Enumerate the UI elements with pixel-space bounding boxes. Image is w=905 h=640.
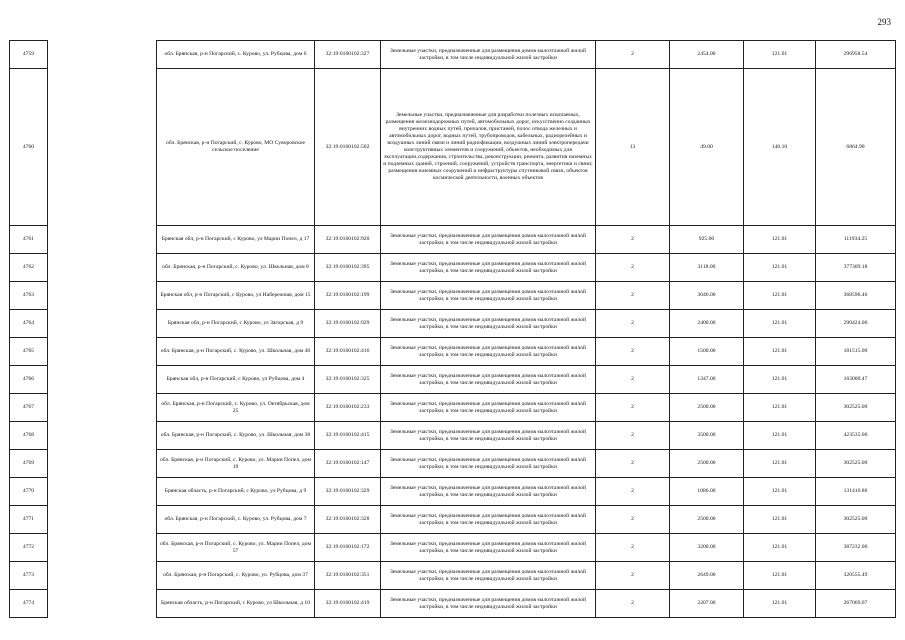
area-cell: 2500.00 (670, 506, 744, 534)
land-use-cell: Земельные участки, предназначенные для разработки полезных ископаемых, размещения железнодорожных путей, автомобильных дорог, искусственно созданных внутренних водных путей, причалов, пристаней, полос отвода железных и автомобильных дорог, водных путей, трубопроводов, кабельных, радиорелейных и воздушных линий связи и линий радиофикации, воздушных линий электропередачи конструктивных элементов и сооружений, объектов, необходимых для эксплуатации,содержания, строительства, реконструкции, ремонта, развития наземных и подземных зданий, строений, сооружений, устройств транспорта, энергетики и связи; размещения наземных сооружений и инфраструктуры спутниковой связи, объектов космической деятельности, военных объектов (381, 69, 596, 226)
land-plot-register-table (9, 40, 896, 618)
page-number: 293 (877, 17, 891, 27)
group-code-cell: 2 (596, 394, 670, 422)
row-number: 4770 (10, 478, 48, 506)
row-spacer (48, 254, 157, 282)
area-cell: 1086.00 (670, 478, 744, 506)
table-row (10, 562, 896, 590)
area-cell: 3046.00 (670, 282, 744, 310)
row-number: 4768 (10, 422, 48, 450)
row-number: 4772 (10, 534, 48, 562)
table-row (10, 534, 896, 562)
group-code-cell: 2 (596, 422, 670, 450)
cadastral-value-cell: 290424.00 (816, 310, 896, 338)
group-code-cell: 2 (596, 310, 670, 338)
area-cell: 3200.00 (670, 534, 744, 562)
row-number: 4766 (10, 366, 48, 394)
cadastral-value-cell: 368596.46 (816, 282, 896, 310)
area-cell: 49.00 (670, 69, 744, 226)
cadastral-number-cell: 32:19:0160102:147 (315, 450, 381, 478)
table-row (10, 69, 896, 226)
table-row (10, 506, 896, 534)
cadastral-value-cell: 181515.00 (816, 338, 896, 366)
rate-cell: 121.01 (744, 422, 816, 450)
table-row (10, 338, 896, 366)
address-cell: обл. Брянская, р-н Погарский, с. Курово, ул. Рубцова, дом 6 (157, 41, 315, 69)
cadastral-number-cell: 32:19:0160102:325 (315, 366, 381, 394)
group-code-cell: 2 (596, 226, 670, 254)
row-spacer (48, 69, 157, 226)
row-number: 4761 (10, 226, 48, 254)
rate-cell: 121.01 (744, 450, 816, 478)
cadastral-value-cell: 111934.25 (816, 226, 896, 254)
address-cell: обл. Брянская, р-н Погарский, с. Курово, ул. Рубцова, дом 7 (157, 506, 315, 534)
cadastral-number-cell: 32:19:0160102:395 (315, 254, 381, 282)
cadastral-number-cell: 32:19:0160102:329 (315, 478, 381, 506)
area-cell: 925.00 (670, 226, 744, 254)
row-spacer (48, 282, 157, 310)
rate-cell: 121.01 (744, 590, 816, 618)
group-code-cell: 2 (596, 506, 670, 534)
row-spacer (48, 41, 157, 69)
cadastral-number-cell: 32:19:0160102:199 (315, 282, 381, 310)
table-row (10, 254, 896, 282)
address-cell: обл. Брянская, р-н Погарский, с. Курово, ул. Школьная, дом 8 (157, 254, 315, 282)
land-use-cell: Земельные участки, предназначенные для размещения домов малоэтажной жилой застройки, в том числе индивидуальной жилой застройки (381, 478, 596, 506)
row-spacer (48, 366, 157, 394)
address-cell: обл. Брянская, р-н Погарский, с. Курово, ул. Рубцова, дом 37 (157, 562, 315, 590)
area-cell: 2649.00 (670, 562, 744, 590)
land-use-cell: Земельные участки, предназначенные для размещения домов малоэтажной жилой застройки, в том числе индивидуальной жилой застройки (381, 254, 596, 282)
land-use-cell: Земельные участки, предназначенные для размещения домов малоэтажной жилой застройки, в том числе индивидуальной жилой застройки (381, 366, 596, 394)
cadastral-number-cell: 32:19:0160102:419 (315, 590, 381, 618)
rate-cell: 121.01 (744, 41, 816, 69)
cadastral-value-cell: 302525.00 (816, 450, 896, 478)
rate-cell: 121.01 (744, 478, 816, 506)
cadastral-value-cell: 302525.00 (816, 506, 896, 534)
table-body (10, 41, 896, 618)
row-spacer (48, 590, 157, 618)
land-use-cell: Земельные участки, предназначенные для размещения домов малоэтажной жилой застройки, в том числе индивидуальной жилой застройки (381, 534, 596, 562)
row-number: 4759 (10, 41, 48, 69)
group-code-cell: 13 (596, 69, 670, 226)
row-number: 4767 (10, 394, 48, 422)
land-use-cell: Земельные участки, предназначенные для размещения домов малоэтажной жилой застройки, в том числе индивидуальной жилой застройки (381, 590, 596, 618)
table-row (10, 310, 896, 338)
land-use-cell: Земельные участки, предназначенные для размещения домов малоэтажной жилой застройки, в том числе индивидуальной жилой застройки (381, 310, 596, 338)
table-row (10, 478, 896, 506)
row-spacer (48, 338, 157, 366)
address-cell: Брянская обл, р-н Погарский, с Курово, ул Набережная, дом 15 (157, 282, 315, 310)
rate-cell: 140.10 (744, 69, 816, 226)
address-cell: обл. Брянская, р-н Погарский, с. Курово, ул. Октябрьская, дом 25 (157, 394, 315, 422)
cadastral-number-cell: 32:19:0160102:351 (315, 562, 381, 590)
row-number: 4760 (10, 69, 48, 226)
address-cell: Брянская обл, р-н Погарский, с Курово, ул Загорская, д 9 (157, 310, 315, 338)
address-cell: обл. Брянская, р-н Погарский, с. Курово, ул. Марии Попел, дом 57 (157, 534, 315, 562)
cadastral-value-cell: 377309.18 (816, 254, 896, 282)
row-spacer (48, 562, 157, 590)
address-cell: обл. Брянская, р-н Погарский, с. Курово, ул. Школьная, дом 40 (157, 338, 315, 366)
group-code-cell: 2 (596, 450, 670, 478)
address-cell: Брянская область, р-н Погарский, с Курово, ул Рубцова, д 9 (157, 478, 315, 506)
cadastral-value-cell: 296958.54 (816, 41, 896, 69)
cadastral-number-cell: 32:19:0160102:502 (315, 69, 381, 226)
cadastral-number-cell: 32:19:0160102:233 (315, 394, 381, 422)
area-cell: 2207.00 (670, 590, 744, 618)
table-row (10, 450, 896, 478)
cadastral-number-cell: 32:19:0160102:920 (315, 226, 381, 254)
address-cell: обл. Брянская, р-н Погарский, с. Курово, МО Суворовское сельское поселение (157, 69, 315, 226)
row-spacer (48, 478, 157, 506)
rate-cell: 121.01 (744, 338, 816, 366)
area-cell: 2400.00 (670, 310, 744, 338)
address-cell: обл. Брянская, р-н Погарский, с. Курово, ул. Школьная, дом 38 (157, 422, 315, 450)
rate-cell: 121.01 (744, 506, 816, 534)
area-cell: 2454.00 (670, 41, 744, 69)
table-row (10, 590, 896, 618)
land-use-cell: Земельные участки, предназначенные для размещения домов малоэтажной жилой застройки, в том числе индивидуальной жилой застройки (381, 338, 596, 366)
cadastral-value-cell: 320555.49 (816, 562, 896, 590)
cadastral-value-cell: 423535.00 (816, 422, 896, 450)
group-code-cell: 2 (596, 366, 670, 394)
row-spacer (48, 450, 157, 478)
row-spacer (48, 310, 157, 338)
row-spacer (48, 534, 157, 562)
table-row (10, 226, 896, 254)
row-number: 4769 (10, 450, 48, 478)
row-number: 4771 (10, 506, 48, 534)
rate-cell: 121.01 (744, 534, 816, 562)
row-spacer (48, 226, 157, 254)
group-code-cell: 2 (596, 338, 670, 366)
cadastral-number-cell: 32:19:0160102:172 (315, 534, 381, 562)
table-row (10, 366, 896, 394)
table-row (10, 41, 896, 69)
area-cell: 3500.00 (670, 422, 744, 450)
cadastral-number-cell: 32:19:0160102:415 (315, 422, 381, 450)
address-cell: Брянская обл, р-н Погарский, с Курово, ул Марии Попел, д 17 (157, 226, 315, 254)
rate-cell: 121.01 (744, 366, 816, 394)
area-cell: 2500.00 (670, 450, 744, 478)
land-use-cell: Земельные участки, предназначенные для размещения домов малоэтажной жилой застройки, в том числе индивидуальной жилой застройки (381, 394, 596, 422)
cadastral-number-cell: 32:19:0160102:416 (315, 338, 381, 366)
land-use-cell: Земельные участки, предназначенные для размещения домов малоэтажной жилой застройки, в том числе индивидуальной жилой застройки (381, 506, 596, 534)
cadastral-value-cell: 387232.00 (816, 534, 896, 562)
cadastral-number-cell: 32:19:0160102:327 (315, 41, 381, 69)
table-row (10, 422, 896, 450)
land-use-cell: Земельные участки, предназначенные для размещения домов малоэтажной жилой застройки, в том числе индивидуальной жилой застройки (381, 282, 596, 310)
address-cell: Брянская область, р-н Погарский, с Курово, ул Школьная, д 10 (157, 590, 315, 618)
group-code-cell: 2 (596, 254, 670, 282)
cadastral-value-cell: 302525.00 (816, 394, 896, 422)
land-use-cell: Земельные участки, предназначенные для размещения домов малоэтажной жилой застройки, в том числе индивидуальной жилой застройки (381, 562, 596, 590)
group-code-cell: 2 (596, 534, 670, 562)
rate-cell: 121.01 (744, 282, 816, 310)
land-use-cell: Земельные участки, предназначенные для размещения домов малоэтажной жилой застройки, в том числе индивидуальной жилой застройки (381, 422, 596, 450)
area-cell: 3118.00 (670, 254, 744, 282)
cadastral-number-cell: 32:19:0160102:929 (315, 310, 381, 338)
group-code-cell: 2 (596, 562, 670, 590)
land-use-cell: Земельные участки, предназначенные для размещения домов малоэтажной жилой застройки, в том числе индивидуальной жилой застройки (381, 41, 596, 69)
group-code-cell: 2 (596, 282, 670, 310)
land-use-cell: Земельные участки, предназначенные для размещения домов малоэтажной жилой застройки, в том числе индивидуальной жилой застройки (381, 450, 596, 478)
group-code-cell: 2 (596, 478, 670, 506)
row-number: 4765 (10, 338, 48, 366)
row-number: 4763 (10, 282, 48, 310)
group-code-cell: 2 (596, 590, 670, 618)
address-cell: Брянская обл, р-н Погарский, с Курово, ул Рубцова, дом 4 (157, 366, 315, 394)
row-number: 4762 (10, 254, 48, 282)
cadastral-value-cell: 6864.90 (816, 69, 896, 226)
row-spacer (48, 422, 157, 450)
table-row (10, 394, 896, 422)
address-cell: обл. Брянская, р-н Погарский, с. Курово, ул. Марии Попел, дом 19 (157, 450, 315, 478)
cadastral-value-cell: 267069.07 (816, 590, 896, 618)
row-number: 4774 (10, 590, 48, 618)
table-row (10, 282, 896, 310)
land-use-cell: Земельные участки, предназначенные для размещения домов малоэтажной жилой застройки, в том числе индивидуальной жилой застройки (381, 226, 596, 254)
rate-cell: 121.01 (744, 254, 816, 282)
area-cell: 2500.00 (670, 394, 744, 422)
cadastral-value-cell: 163000.47 (816, 366, 896, 394)
area-cell: 1500.00 (670, 338, 744, 366)
rate-cell: 121.01 (744, 394, 816, 422)
area-cell: 1347.00 (670, 366, 744, 394)
row-number: 4764 (10, 310, 48, 338)
rate-cell: 121.01 (744, 226, 816, 254)
row-spacer (48, 506, 157, 534)
rate-cell: 121.01 (744, 562, 816, 590)
cadastral-value-cell: 131416.86 (816, 478, 896, 506)
cadastral-number-cell: 32:19:0160102:328 (315, 506, 381, 534)
row-number: 4773 (10, 562, 48, 590)
group-code-cell: 2 (596, 41, 670, 69)
row-spacer (48, 394, 157, 422)
rate-cell: 121.01 (744, 310, 816, 338)
